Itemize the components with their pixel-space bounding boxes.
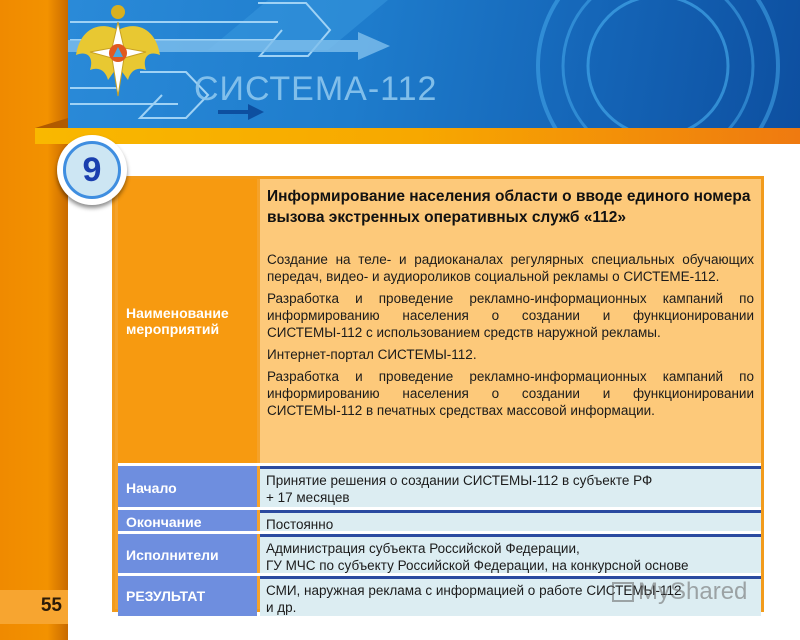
row-label-activity: Наименование мероприятий [118,179,257,463]
activity-title: Информирование населения области о вводе единого номера вызова экстренных оперативных служб «112» [267,188,751,226]
row-label-executors: Исполнители [118,534,257,576]
mchs-emblem-icon [68,0,168,104]
table-row-end [118,507,761,534]
activity-paragraph: Разработка и проведение рекламно-информационных кампаний по информированию населения о создании и функционировании СИСТЕМЫ-112 в печатных средствах массовой информации. [267,369,754,418]
row-label-end: Окончание [118,510,257,534]
result-line-1: СМИ, наружная реклама с информацией о работе СИСТЕМЫ-112 [266,583,682,598]
activity-table [112,176,764,615]
chart-board-icon [612,582,634,602]
table-row-executors [118,531,761,576]
result-line-2: и др. [266,600,297,615]
table-row-activity [118,179,761,463]
end-line-1: Постоянно [266,517,334,532]
page-number: 55 [40,595,62,616]
page-number-bar [0,590,68,624]
header-underline-bar [35,128,800,144]
table-row-start [118,463,761,510]
executors-line-2: ГУ МЧС по субъекту Российской Федерации, на конкурсной основе [266,558,689,573]
executors-line-1: Администрация субъекта Российской Федерации, [266,541,580,556]
row-content-start [260,466,761,510]
left-orange-strip [0,0,68,640]
activity-paragraph: Разработка и проведение рекламно-информационных кампаний по информированию населения о создании и функционировании СИСТЕМЫ-112 с использованием средств наружной рекламы. [267,291,754,340]
row-label-result: РЕЗУЛЬТАТ [118,576,257,616]
activity-paragraph: Создание на теле- и радиоканалах регулярных специальных обучающих передач, видео- и аудиороликов социальной рекламы о СИСТЕМЕ-112. [267,252,754,284]
badge-number: 9 [63,141,121,199]
header-banner [68,0,800,128]
watermark-text: MyShared [638,578,748,605]
slide-number-badge [57,135,127,205]
start-line-1: Принятие решения о создании СИСТЕМЫ-112 в субъекте РФ [266,473,653,488]
start-line-2: + 17 месяцев [266,490,350,505]
watermark [612,578,747,606]
banner-title: СИСТЕМА-112 [194,70,438,108]
row-content-activity [260,179,761,463]
row-content-executors [260,534,761,576]
activity-paragraph: Интернет-портал СИСТЕМЫ-112. [267,347,477,362]
row-label-start: Начало [118,466,257,510]
